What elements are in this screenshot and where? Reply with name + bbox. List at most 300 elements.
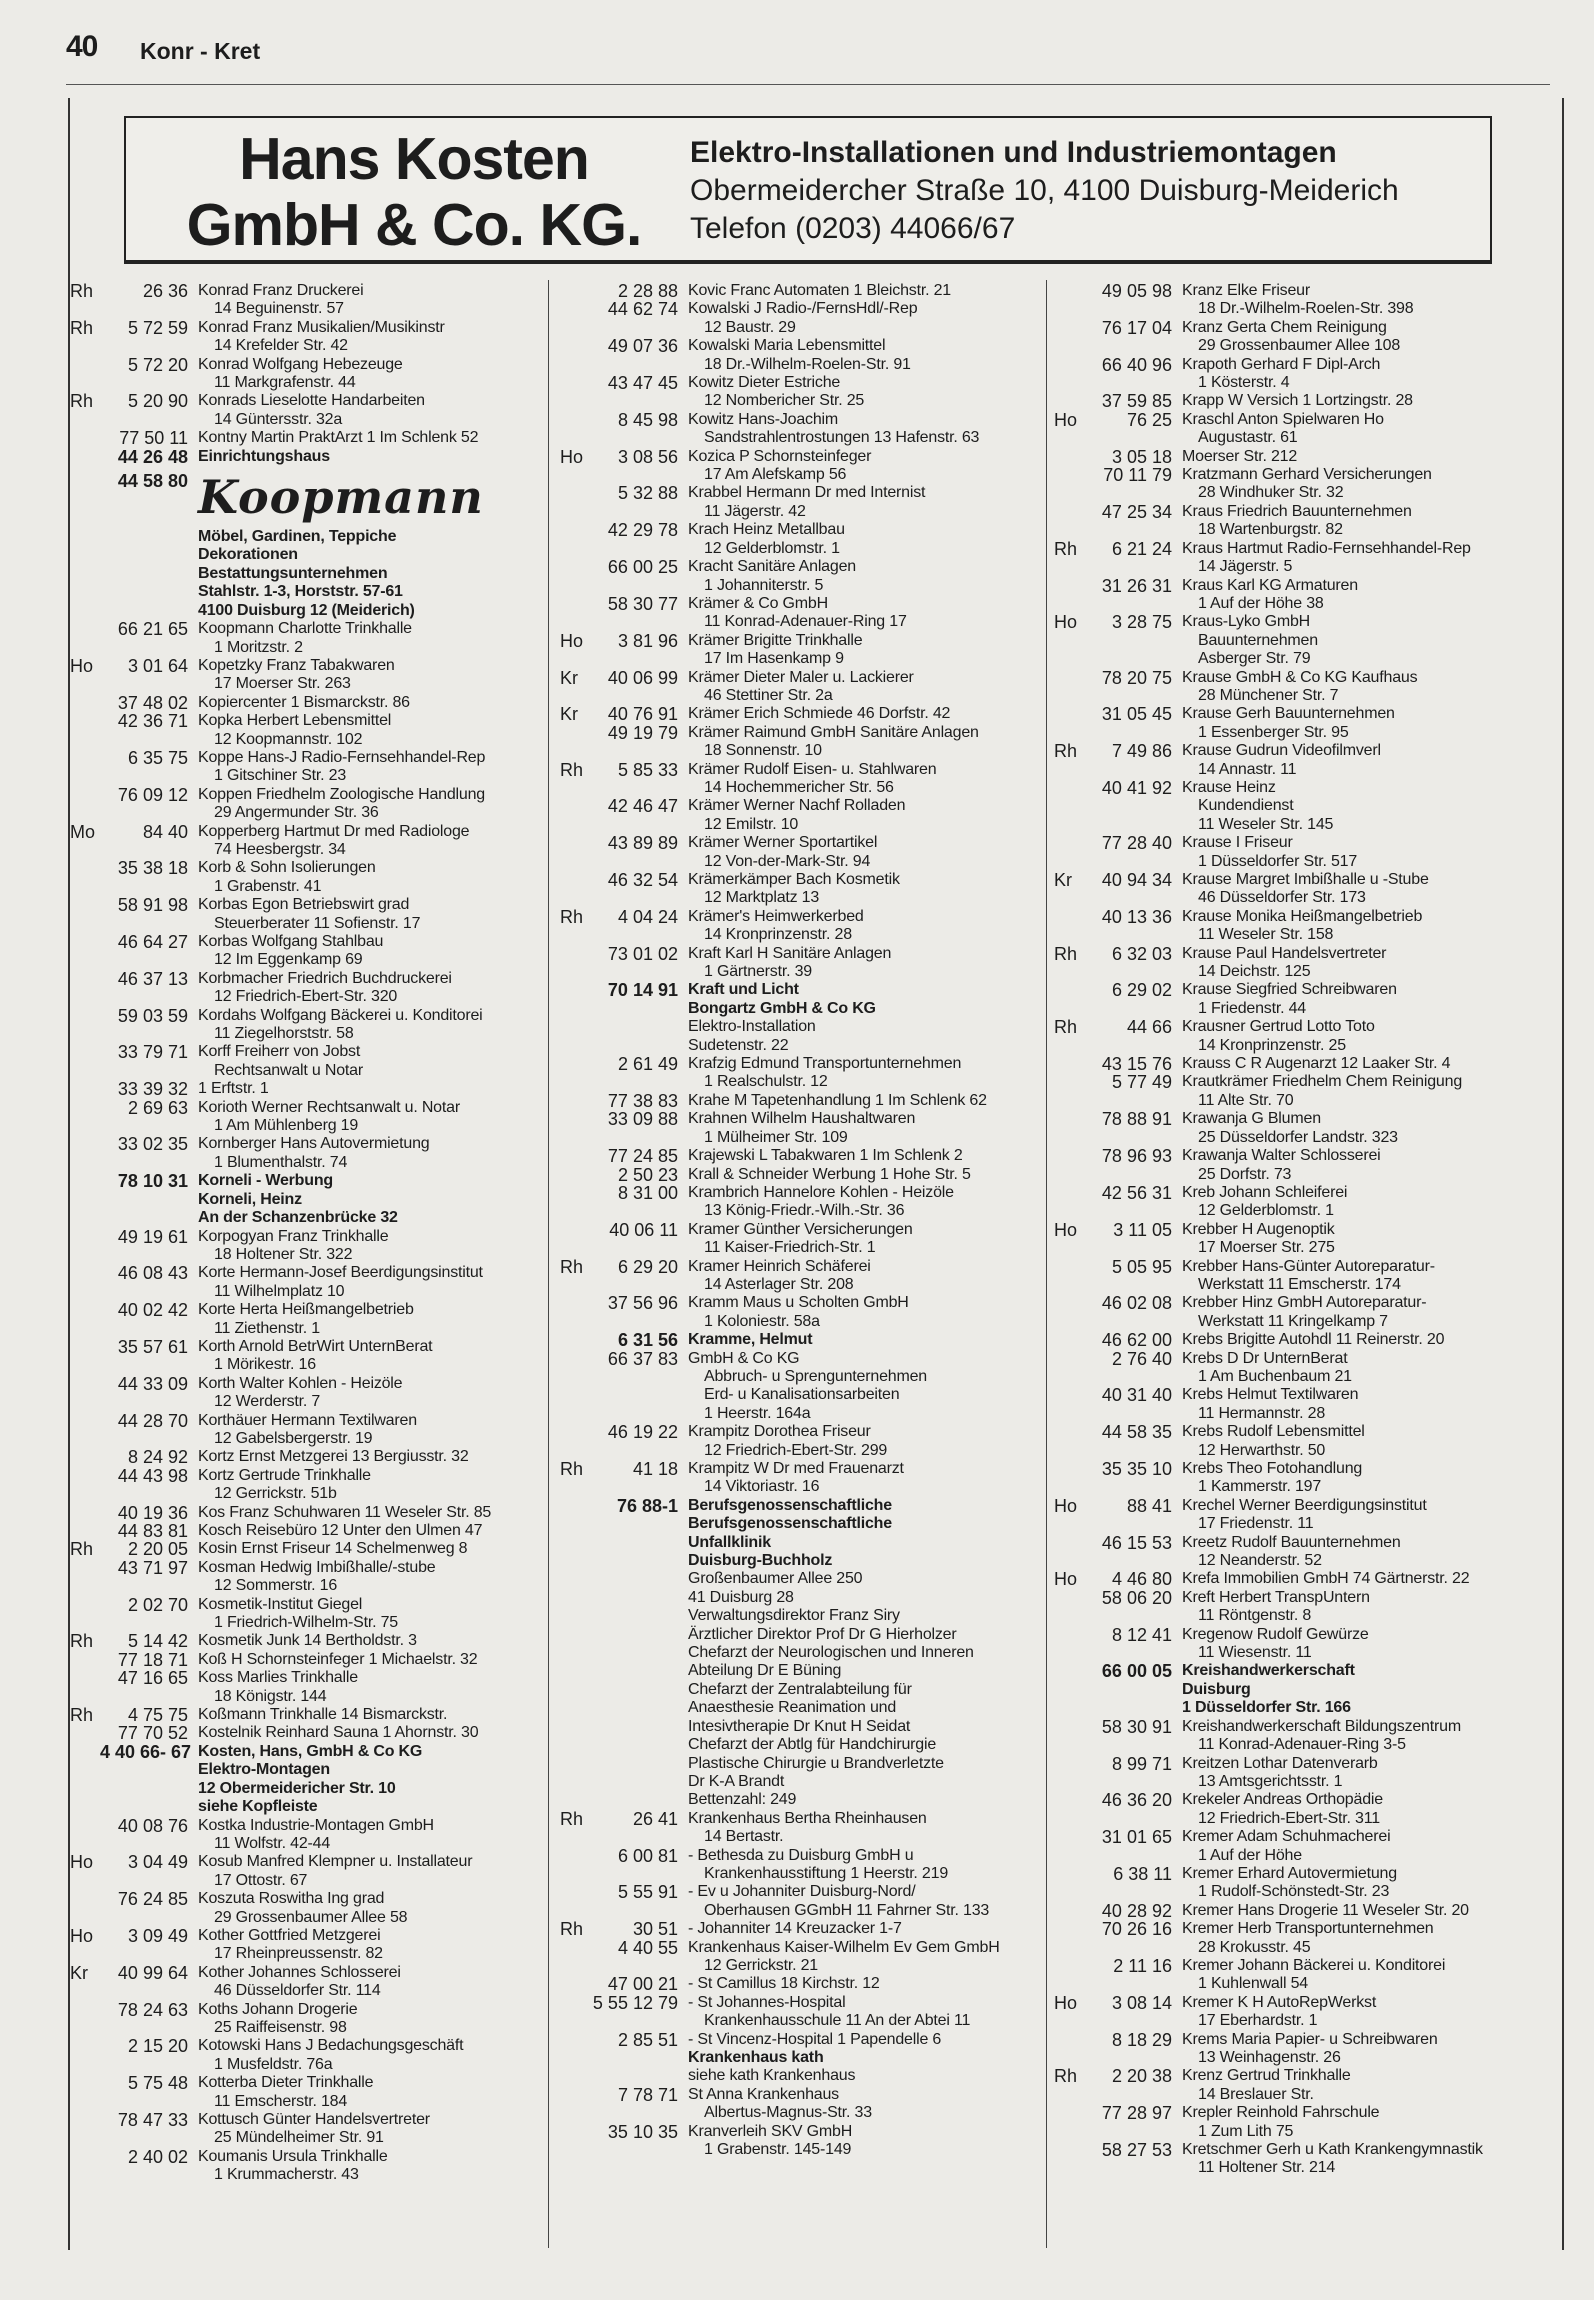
entry-line: 12 Werderstr. 7 (214, 1393, 321, 1411)
entry-text (1182, 742, 1514, 779)
entry-line: Krebs Theo Fotohandlung (1182, 1460, 1363, 1477)
entry-line: 1 Grabenstr. 145-149 (704, 2141, 852, 2159)
entry-line: 1 Friedenstr. 44 (1198, 999, 1306, 1017)
phone-number: 41 18 (632, 1459, 678, 1479)
entry-text (198, 2001, 530, 2038)
entry-line: Werkstatt 11 Kringelkamp 7 (1198, 1312, 1388, 1330)
entry-line: 1 Friedrich-Wilhelm-Str. 75 (214, 1614, 398, 1632)
ad-services: Elektro-Installationen und Industriemontagen (690, 136, 1337, 169)
directory-entry (70, 1080, 530, 1098)
entry-line: Kundendienst (1198, 797, 1294, 815)
phone-number: 35 38 18 (117, 858, 188, 879)
entry-text (198, 1467, 530, 1504)
entry-text (1182, 577, 1514, 614)
phone-number: 3 04 49 (127, 1852, 188, 1873)
phone-number: 4 46 80 (1111, 1569, 1172, 1590)
entry-line: 14 Kronprinzenstr. 25 (1198, 1036, 1346, 1054)
entry-line: Krebs Helmut Textilwaren (1182, 1386, 1359, 1404)
entry-text (198, 1228, 530, 1265)
phone-number: 58 27 53 (1101, 2140, 1172, 2161)
entry-text (688, 871, 1040, 908)
entry-line: Kornberger Hans Autovermietung (198, 1135, 430, 1153)
entry-line: 14 Viktoriastr. 16 (704, 1478, 820, 1496)
directory-entry (70, 1099, 530, 1136)
directory-entry (1054, 2031, 1514, 2068)
directory-entry (1054, 1073, 1514, 1110)
entry-line: Kopperberg Hartmut Dr med Radiologe (198, 822, 470, 840)
directory-entry (560, 595, 1040, 632)
directory-entry (1054, 1865, 1514, 1902)
phone-number: 40 06 11 (609, 1219, 678, 1240)
entry-line: Kraschl Anton Spielwaren Ho (1182, 410, 1384, 428)
entry-line: 12 Nombericher Str. 25 (704, 392, 865, 410)
directory-entry (1054, 1147, 1514, 1184)
phone-number: 35 35 10 (1101, 1459, 1172, 1479)
entry-line: Abbruch- u Sprengunternehmen (704, 1367, 927, 1385)
entry-line: Einrichtungshaus (198, 447, 330, 465)
entry-line: Korte Hermann-Josef Beerdigungsinstitut (198, 1264, 483, 1282)
entry-line: Kopetzky Franz Tabakwaren (198, 656, 395, 674)
entry-line: 17 Im Hasenkamp 9 (704, 650, 844, 668)
ad-name-line1: Hans Kosten (239, 126, 589, 192)
entry-text (198, 1853, 530, 1890)
phone-number: 78 47 33 (117, 2110, 188, 2130)
phone-number: 47 16 65 (117, 1668, 188, 1689)
directory-entry (70, 1448, 530, 1466)
entry-line: - Bethesda zu Duisburg GmbH u (688, 1846, 914, 1864)
entry-text (1182, 1018, 1514, 1055)
entry-text (198, 1504, 530, 1522)
entry-line: 17 Ottostr. 67 (214, 1871, 308, 1889)
entry-text (198, 1264, 530, 1301)
entry-line: 12 Gerrickstr. 51b (214, 1485, 337, 1503)
phone-number: 46 62 00 (1101, 1330, 1172, 1351)
directory-entry (1054, 1718, 1514, 1755)
entry-line: - Ev u Johanniter Duisburg-Nord/ (688, 1883, 916, 1901)
directory-entry (560, 945, 1040, 982)
phone-number: 40 06 99 (607, 667, 678, 688)
entry-text (198, 786, 530, 823)
directory-entry (70, 1504, 530, 1522)
entry-line: Oberhausen GGmbH 11 Fahrner Str. 133 (704, 1901, 990, 1919)
entry-line: 11 Wilhelmplatz 10 (214, 1282, 345, 1300)
entry-line: Krausner Gertrud Lotto Toto (1182, 1018, 1375, 1036)
entry-text (688, 705, 1040, 723)
district-code: Mo (70, 821, 96, 842)
phone-number: 46 02 08 (1101, 1293, 1172, 1314)
entry-text (198, 319, 530, 356)
entry-line: Krämer Dieter Maler u. Lackierer (688, 668, 914, 686)
directory-entry (560, 2086, 1040, 2123)
entry-line: Kretschmer Gerh u Kath Krankengymnastik (1182, 2141, 1483, 2159)
entry-line: 14 Krefelder Str. 42 (214, 337, 348, 355)
entry-line: Koumanis Ursula Trinkhalle (198, 2147, 388, 2165)
entry-line: 11 Jägerstr. 42 (704, 502, 806, 520)
entry-line: 18 Wartenburgstr. 82 (1198, 521, 1343, 539)
entry-text (688, 448, 1040, 485)
directory-entry (70, 1724, 530, 1742)
phone-number: 5 20 90 (127, 391, 188, 412)
phone-number: 40 99 64 (117, 1962, 188, 1983)
district-code: Kr (560, 704, 578, 725)
entry-line: Chefarzt der Abtlg für Handchirurgie (688, 1736, 937, 1754)
phone-number: 5 05 95 (1111, 1256, 1172, 1277)
entry-line: Kosub Manfred Klempner u. Installateur (198, 1853, 473, 1871)
district-code: Kr (1054, 870, 1072, 890)
entry-line: 1 Mörikestr. 16 (214, 1356, 316, 1374)
entry-line: Kotterba Dieter Trinkhalle (198, 2074, 374, 2092)
entry-line: Konrad Franz Druckerei (198, 282, 364, 299)
directory-entry (1054, 503, 1514, 540)
entry-text (688, 2031, 1040, 2049)
directory-entry (1054, 411, 1514, 448)
advertisement-banner (124, 116, 1492, 262)
entry-line: Kostelnik Reinhard Sauna 1 Ahornstr. 30 (198, 1724, 479, 1742)
entry-line: Kraus Karl KG Armaturen (1182, 576, 1358, 594)
directory-entry (1054, 356, 1514, 393)
directory-entry (70, 859, 530, 896)
directory-entry (560, 1994, 1040, 2031)
entry-text (688, 908, 1040, 945)
entry-line: Krebs Rudolf Lebensmittel (1182, 1423, 1365, 1441)
phone-number: 2 02 70 (127, 1594, 188, 1615)
directory-entry (70, 448, 530, 466)
directory-entry (70, 472, 530, 620)
district-code: Ho (1054, 1569, 1078, 1590)
entry-text (1182, 871, 1514, 908)
directory-entry (1054, 1902, 1514, 1920)
entry-line: 13 Amtsgerichtsstr. 1 (1198, 1772, 1343, 1790)
directory-entry (560, 1258, 1040, 1295)
district-code: Rh (560, 906, 584, 927)
directory-entry (560, 282, 1040, 300)
entry-line: Krabbel Hermann Dr med Internist (688, 484, 926, 502)
entry-line: Kranz Elke Friseur (1182, 282, 1310, 299)
entry-line: 1 Am Buchenbaum 21 (1198, 1367, 1352, 1385)
phone-number: 58 91 98 (117, 895, 188, 916)
entry-text (1182, 1957, 1514, 1994)
entry-line: Korthäuer Hermann Textilwaren (198, 1411, 417, 1429)
phone-number: 2 20 38 (1111, 2066, 1172, 2087)
entry-line: - St Vincenz-Hospital 1 Papendelle 6 (688, 2030, 942, 2048)
directory-entry (1054, 871, 1514, 908)
entry-line: Korte Herta Heißmangelbetrieb (198, 1301, 414, 1319)
phone-number: 42 56 31 (1101, 1182, 1172, 1203)
phone-number: 44 28 70 (117, 1410, 188, 1431)
entry-line: 12 Emilstr. 10 (704, 815, 799, 833)
directory-entry (560, 705, 1040, 723)
phone-number: 5 75 48 (127, 2073, 188, 2094)
phone-number: 6 29 20 (617, 1256, 678, 1277)
entry-line: Kramer Heinrich Schäferei (688, 1257, 871, 1275)
entry-text (1182, 779, 1514, 834)
entry-line: 14 Hochemmericher Str. 56 (704, 778, 894, 796)
entry-line: Kottusch Günter Handelsvertreter (198, 2111, 430, 2128)
entry-line: Rechtsanwalt u Notar (214, 1061, 363, 1079)
directory-entry (70, 1669, 530, 1706)
entry-line: 12 Sommerstr. 16 (214, 1577, 338, 1595)
phone-number: 44 62 74 (607, 299, 678, 320)
entry-line: 1 Blumenthalstr. 74 (214, 1153, 348, 1171)
directory-entry (1054, 448, 1514, 466)
right-border (1562, 98, 1564, 2250)
entry-line: Kramer Günther Versicherungen (688, 1220, 913, 1238)
entry-line: 11 Weseler Str. 145 (1198, 815, 1334, 833)
directory-entry (1054, 319, 1514, 356)
entry-line: Krebs D Dr UnternBerat (1182, 1349, 1348, 1367)
entry-line: Möbel, Gardinen, Teppiche (198, 528, 397, 546)
entry-line: Krebber Hinz GmbH Autoreparatur- (1182, 1294, 1427, 1312)
phone-number: 44 26 48 (117, 446, 188, 467)
entry-text (1182, 1331, 1514, 1349)
ad-divider (124, 262, 1492, 264)
phone-number: 37 59 85 (1101, 391, 1172, 412)
phone-number: 40 13 36 (1101, 906, 1172, 927)
entry-line: 18 Königstr. 144 (214, 1687, 327, 1705)
entry-line: Kranverleih SKV GmbH (688, 2122, 853, 2140)
entry-line: 4100 Duisburg 12 (Meiderich) (198, 601, 415, 619)
directory-entry (70, 1817, 530, 1854)
entry-line: 14 Beguinenstr. 57 (214, 300, 344, 318)
entry-text (688, 632, 1040, 669)
entry-line: Krämer Rudolf Eisen- u. Stahlwaren (688, 760, 937, 778)
directory-entry (70, 1522, 530, 1540)
entry-text (198, 429, 530, 447)
entry-text (198, 1743, 530, 1817)
directory-entry (560, 521, 1040, 558)
entry-line: Krankenhaus Kaiser-Wilhelm Ev Gem GmbH (688, 1938, 1000, 1956)
phone-number: 40 19 36 (117, 1502, 188, 1523)
directory-column-1 (70, 282, 530, 2185)
entry-line: 74 Heesbergstr. 34 (214, 840, 346, 858)
directory-entry (1054, 1791, 1514, 1828)
entry-line: Kosman Hedwig Imbißhalle/-stube (198, 1558, 436, 1576)
directory-entry (1054, 1258, 1514, 1295)
entry-line: 17 Moerser Str. 275 (1198, 1239, 1335, 1257)
entry-text (198, 1522, 530, 1540)
phone-number: 5 85 33 (617, 759, 678, 780)
entry-line: Krause Heinz (1182, 778, 1276, 796)
district-code: Kr (70, 1962, 88, 1983)
phone-number: 66 37 83 (607, 1348, 678, 1369)
district-code: Rh (560, 759, 584, 780)
entry-text (1182, 392, 1514, 410)
phone-number: 7 49 86 (1111, 741, 1172, 762)
entry-line: Berufsgenossenschaftliche (688, 1515, 892, 1533)
entry-line: Kostka Industrie-Montagen GmbH (198, 1816, 434, 1834)
entry-line: Kozica P Schornsteinfeger (688, 447, 872, 465)
directory-entry (560, 374, 1040, 411)
entry-line: Korbmacher Friedrich Buchdruckerei (198, 969, 452, 987)
district-code: Rh (70, 1539, 94, 1560)
entry-text (688, 1975, 1040, 1993)
directory-entry (70, 1743, 530, 1817)
entry-line: Verwaltungsdirektor Franz Siry (688, 1607, 900, 1625)
phone-number: 49 19 79 (607, 722, 678, 743)
entry-line: Krämer Erich Schmiede 46 Dorfstr. 42 (688, 705, 951, 723)
directory-entry (560, 1221, 1040, 1258)
phone-number: 66 00 25 (607, 557, 678, 578)
entry-line: 1 Düsseldorfer Str. 517 (1198, 852, 1358, 870)
entry-line: 1 Johanniterstr. 5 (704, 576, 824, 594)
entry-line: Krawanja Walter Schlosserei (1182, 1147, 1381, 1165)
directory-entry (1054, 1294, 1514, 1331)
phone-number: 3 08 56 (617, 446, 678, 467)
phone-number: 42 46 47 (607, 796, 678, 817)
entry-text (198, 1927, 530, 1964)
phone-number: 30 51 (632, 1919, 678, 1940)
entry-line: 46 Düsseldorfer Str. 114 (214, 1982, 381, 2000)
entry-line: Kother Gottfried Metzgerei (198, 1926, 381, 1944)
entry-line: 11 Wolfstr. 42-44 (214, 1834, 331, 1852)
phone-number: 4 75 75 (127, 1705, 188, 1726)
entry-text (1182, 834, 1514, 871)
entry-line: Kregenow Rudolf Gewürze (1182, 1625, 1369, 1643)
directory-entry (1054, 1386, 1514, 1423)
directory-entry (1054, 1662, 1514, 1717)
phone-number: 5 72 20 (127, 354, 188, 375)
phone-number: 3 81 96 (617, 630, 678, 651)
entry-line: Kremer Erhard Autovermietung (1182, 1864, 1397, 1882)
phone-number: 77 28 40 (1101, 833, 1172, 854)
phone-number: 31 01 65 (1101, 1827, 1172, 1848)
ad-address: Obermeidercher Straße 10, 4100 Duisburg-Meiderich (690, 174, 1399, 207)
directory-entry (1054, 1221, 1514, 1258)
entry-line: Duisburg (1182, 1680, 1251, 1698)
entry-text (1182, 1294, 1514, 1331)
entry-line: 12 Friedrich-Ebert-Str. 311 (1198, 1809, 1380, 1827)
directory-entry (1054, 1957, 1514, 1994)
entry-line: Korth Walter Kohlen - Heizöle (198, 1374, 403, 1392)
directory-entry (70, 1927, 530, 1964)
entry-text (198, 694, 530, 712)
directory-entry (560, 558, 1040, 595)
directory-entry (560, 797, 1040, 834)
directory-entry (70, 282, 530, 319)
entry-line: 14 Jägerstr. 5 (1198, 558, 1293, 576)
entry-text (1182, 356, 1514, 393)
district-code: Rh (560, 1459, 584, 1479)
phone-number: 70 14 91 (607, 980, 678, 1001)
entry-text (198, 1448, 530, 1466)
entry-text (198, 657, 530, 694)
directory-entry (1054, 1184, 1514, 1221)
directory-entry (1054, 1460, 1514, 1497)
entry-text (198, 2037, 530, 2074)
phone-number: 2 11 16 (1113, 1955, 1172, 1976)
entry-line: Anaesthesie Reanimation und (688, 1699, 897, 1717)
directory-entry (1054, 1423, 1514, 1460)
district-code: Ho (560, 446, 584, 467)
entry-line: 25 Dorfstr. 73 (1198, 1165, 1292, 1183)
entry-line: Krems Maria Papier- u Schreibwaren (1182, 2030, 1438, 2048)
entry-text (198, 896, 530, 933)
phone-number: 40 94 34 (1101, 870, 1172, 890)
entry-text (688, 1147, 1040, 1165)
entry-text (1182, 1147, 1514, 1184)
page-header (66, 26, 1554, 70)
entry-line: - St Camillus 18 Kirchstr. 12 (688, 1975, 880, 1993)
entry-text (1182, 1589, 1514, 1626)
entry-line: Kowitz Dieter Estriche (688, 374, 841, 392)
entry-line: Krause Gudrun Videofilmverl (1182, 742, 1381, 760)
entry-line: Krause GmbH & Co KG Kaufhaus (1182, 668, 1418, 686)
entry-line: 28 Windhuker Str. 32 (1198, 484, 1344, 502)
directory-entry (70, 1651, 530, 1669)
phone-number: 4 04 24 (617, 906, 678, 927)
entry-line: Krapp W Versich 1 Lortzingstr. 28 (1182, 392, 1413, 410)
directory-entry (70, 823, 530, 860)
entry-text (198, 282, 530, 319)
phone-number: 3 11 05 (1113, 1219, 1172, 1240)
entry-line: GmbH & Co KG (688, 1349, 800, 1367)
phone-number: 42 36 71 (117, 711, 188, 732)
entry-line: 14 Deichstr. 125 (1198, 963, 1311, 981)
entry-text (688, 1350, 1040, 1424)
entry-text (1182, 1718, 1514, 1755)
directory-entry (560, 2049, 1040, 2086)
entry-line: Kraus Hartmut Radio-Fernsehhandel-Rep (1182, 539, 1471, 557)
phone-number: 33 09 88 (607, 1109, 678, 1130)
district-code: Rh (560, 1256, 584, 1277)
entry-line: Kordahs Wolfgang Bäckerei u. Konditorei (198, 1006, 483, 1024)
phone-number: 78 10 31 (117, 1171, 188, 1192)
phone-number: 46 37 13 (117, 968, 188, 989)
phone-number: 8 24 92 (127, 1447, 188, 1468)
entry-line: 1 Am Mühlenberg 19 (214, 1117, 359, 1135)
entry-line: St Anna Krankenhaus (688, 2085, 839, 2103)
directory-entry (1054, 540, 1514, 577)
entry-line: 11 Konrad-Adenauer-Ring 17 (704, 613, 907, 631)
phone-number: 78 20 75 (1101, 667, 1172, 688)
directory-entry (1054, 908, 1514, 945)
entry-line: Abteilung Dr E Büning (688, 1662, 842, 1680)
entry-line: Dr K-A Brandt (688, 1772, 785, 1790)
entry-line: Kremer K H AutoRepWerkst (1182, 1993, 1377, 2011)
phone-number: 43 15 76 (1101, 1054, 1172, 1075)
entry-line: Kowalski Maria Lebensmittel (688, 337, 886, 355)
directory-entry (1054, 1018, 1514, 1055)
phone-number: 44 83 81 (117, 1521, 188, 1541)
entry-line: Kowitz Hans-Joachim (688, 410, 839, 428)
entry-text (198, 1817, 530, 1854)
phone-number: 5 77 49 (1111, 1072, 1172, 1093)
entry-line: 11 Ziegelhorststr. 58 (214, 1025, 354, 1043)
phone-number: 5 32 88 (617, 483, 678, 504)
entry-text (1182, 1662, 1514, 1717)
entry-line: Kosten, Hans, GmbH & Co KG (198, 1742, 423, 1760)
directory-entry (70, 1559, 530, 1596)
entry-line: Kremer Johann Bäckerei u. Konditorei (1182, 1956, 1446, 1974)
entry-line: Koppe Hans-J Radio-Fernsehhandel-Rep (198, 748, 486, 766)
entry-text (198, 1651, 530, 1669)
phone-number: 3 05 18 (1111, 446, 1172, 467)
entry-line: Krach Heinz Metallbau (688, 521, 845, 539)
entry-line: Korioth Werner Rechtsanwalt u. Notar (198, 1098, 460, 1116)
phone-number: 77 38 83 (607, 1090, 678, 1111)
entry-line: Kreetz Rudolf Bauunternehmen (1182, 1533, 1401, 1551)
phone-number: 2 69 63 (127, 1097, 188, 1118)
entry-line: 28 Krokusstr. 45 (1198, 1938, 1311, 1956)
entry-line: 28 Münchener Str. 7 (1198, 686, 1339, 704)
entry-line: Krause Gerh Bauunternehmen (1182, 705, 1395, 723)
directory-entry (560, 1350, 1040, 1424)
directory-entry (70, 1007, 530, 1044)
entry-line: Korff Freiherr von Jobst (198, 1043, 361, 1061)
entry-line: Großenbaumer Allee 250 (688, 1570, 863, 1588)
entry-line: 14 Annastr. 11 (1198, 760, 1297, 778)
district-code: Rh (70, 281, 94, 301)
